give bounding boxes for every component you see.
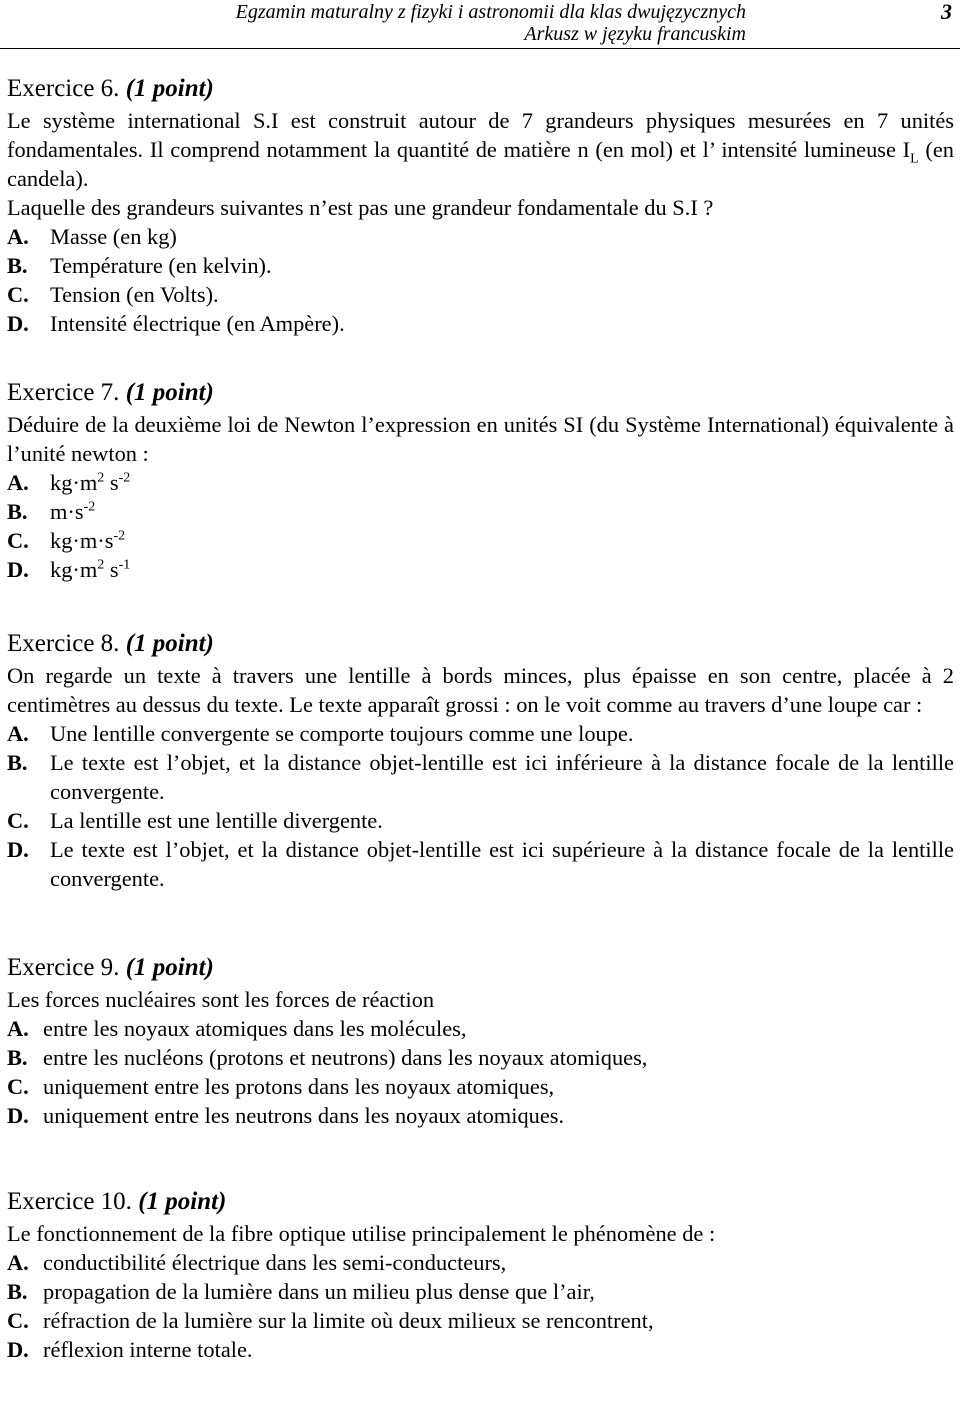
option-unit: $kg\cdot m^2$ $s^{-2}$: [50, 470, 131, 495]
option-text: Le texte est l’objet, et la distance objet-lentille est ici inférieure à la distance focale de la lentille convergente.: [50, 750, 954, 804]
page-header: [0, 0, 960, 49]
option-d[interactable]: [7, 309, 954, 338]
exercise-label: Exercice 6.: [7, 75, 120, 102]
header-title: Egzamin maturalny z fizyki i astronomii dla klas dwujęzycznych: [235, 1, 746, 23]
option-letter: C.: [7, 528, 29, 553]
header-subtitle: Arkusz w języku francuskim: [524, 23, 746, 45]
option-letter: A.: [7, 1250, 29, 1275]
option-letter: A.: [7, 470, 29, 495]
option-d[interactable]: [7, 1335, 954, 1364]
exercise-label: Exercice 8.: [7, 630, 120, 657]
option-letter: A.: [7, 224, 29, 249]
exercise-title: [7, 72, 954, 106]
exercise-title: [7, 951, 954, 985]
exercise-title: [7, 1185, 954, 1219]
option-unit: $m\cdot s^{-2}$: [50, 499, 96, 524]
exercise-stem: Le fonctionnement de la fibre optique utilise principalement le phénomène de :: [7, 1221, 716, 1246]
option-letter: D.: [7, 837, 29, 862]
exercise-question: Laquelle des grandeurs suivantes n’est pas une grandeur fondamentale du S.I ?: [7, 195, 714, 220]
option-text: uniquement entre les protons dans les noyaux atomiques,: [43, 1074, 555, 1099]
stem-text: Le système international S.I est construit autour de 7 grandeurs physiques mesurées en 7 unités fondamentales. Il comprend notamment la quantité de matière n (en mol) et l’ intensité lumineuse I: [7, 108, 954, 162]
option-letter: D.: [7, 1103, 29, 1128]
option-b[interactable]: [7, 1043, 954, 1072]
option-text: réfraction de la lumière sur la limite où deux milieux se rencontrent,: [43, 1308, 654, 1333]
option-unit: $kg\cdot m^2$ $s^{-1}$: [50, 557, 131, 582]
option-letter: C.: [7, 1074, 29, 1099]
option-letter: C.: [7, 808, 29, 833]
option-text: uniquement entre les neutrons dans les noyaux atomiques.: [43, 1103, 565, 1128]
exam-content: [7, 72, 954, 1364]
option-text: entre les noyaux atomiques dans les molécules,: [43, 1016, 467, 1041]
option-a[interactable]: [7, 468, 954, 497]
option-c[interactable]: [7, 526, 954, 555]
option-b[interactable]: [7, 251, 954, 280]
option-c[interactable]: [7, 806, 954, 835]
option-b[interactable]: [7, 748, 954, 806]
exercise-stem: [7, 106, 954, 193]
option-letter: B.: [7, 253, 28, 278]
option-text: Masse (en kg): [50, 224, 177, 249]
exercise-stem: Les forces nucléaires sont les forces de réaction: [7, 987, 435, 1012]
option-letter: B.: [7, 1045, 28, 1070]
option-text: Une lentille convergente se comporte toujours comme une loupe.: [50, 721, 634, 746]
exercise-9: [7, 951, 954, 1130]
stem-subscript: L: [910, 151, 919, 167]
exercise-6: [7, 72, 954, 338]
option-c[interactable]: [7, 1072, 954, 1101]
option-d[interactable]: [7, 555, 954, 584]
option-b[interactable]: [7, 1277, 954, 1306]
option-text: Tension (en Volts).: [50, 282, 219, 307]
option-letter: B.: [7, 750, 28, 775]
option-text: Température (en kelvin).: [50, 253, 272, 278]
exercise-points: (1 point): [125, 954, 214, 981]
exercise-label: Exercice 7.: [7, 379, 120, 406]
exercise-stem: Déduire de la deuxième loi de Newton l’expression en unités SI (du Système International) équivalente à l’unité newton :: [7, 412, 954, 466]
exercise-points: (1 point): [138, 1188, 227, 1215]
exercise-label: Exercice 9.: [7, 954, 120, 981]
exercise-label: Exercice 10.: [7, 1188, 132, 1215]
option-letter: A.: [7, 1016, 29, 1041]
option-a[interactable]: [7, 222, 954, 251]
exercise-title: [7, 376, 954, 410]
option-letter: B.: [7, 1279, 28, 1304]
option-unit: $kg\cdot m\cdot s^{-2}$: [50, 528, 126, 553]
option-a[interactable]: [7, 1248, 954, 1277]
exercise-10: [7, 1185, 954, 1364]
option-text: Le texte est l’objet, et la distance objet-lentille est ici supérieure à la distance focale de la lentille convergente.: [50, 837, 954, 891]
option-text: conductibilité électrique dans les semi-conducteurs,: [43, 1250, 507, 1275]
option-b[interactable]: [7, 497, 954, 526]
option-text: réflexion interne totale.: [43, 1337, 253, 1362]
exercise-title: [7, 627, 954, 661]
exercise-points: (1 point): [125, 630, 214, 657]
exercise-points: (1 point): [125, 379, 214, 406]
option-c[interactable]: [7, 280, 954, 309]
option-text: La lentille est une lentille divergente.: [50, 808, 383, 833]
option-a[interactable]: [7, 719, 954, 748]
option-d[interactable]: [7, 1101, 954, 1130]
exercise-7: [7, 376, 954, 584]
option-text: entre les nucléons (protons et neutrons) dans les noyaux atomiques,: [43, 1045, 648, 1070]
option-letter: C.: [7, 282, 29, 307]
option-letter: C.: [7, 1308, 29, 1333]
option-text: propagation de la lumière dans un milieu plus dense que l’air,: [43, 1279, 595, 1304]
exercise-stem: On regarde un texte à travers une lentille à bords minces, plus épaisse en son centre, placée à 2 centimètres au dessus du texte. Le texte apparaît grossi : on le voit comme au travers d’une loupe car :: [7, 663, 954, 717]
exercise-points: (1 point): [125, 75, 214, 102]
option-letter: D.: [7, 311, 29, 336]
option-letter: D.: [7, 557, 29, 582]
option-letter: D.: [7, 1337, 29, 1362]
stem-text-end: (en candela).: [7, 137, 955, 191]
option-d[interactable]: [7, 835, 954, 893]
option-letter: B.: [7, 499, 28, 524]
option-letter: A.: [7, 721, 29, 746]
exercise-8: [7, 627, 954, 893]
option-text: Intensité électrique (en Ampère).: [50, 311, 345, 336]
page-number: 3: [941, 0, 952, 24]
option-a[interactable]: [7, 1014, 954, 1043]
option-c[interactable]: [7, 1306, 954, 1335]
